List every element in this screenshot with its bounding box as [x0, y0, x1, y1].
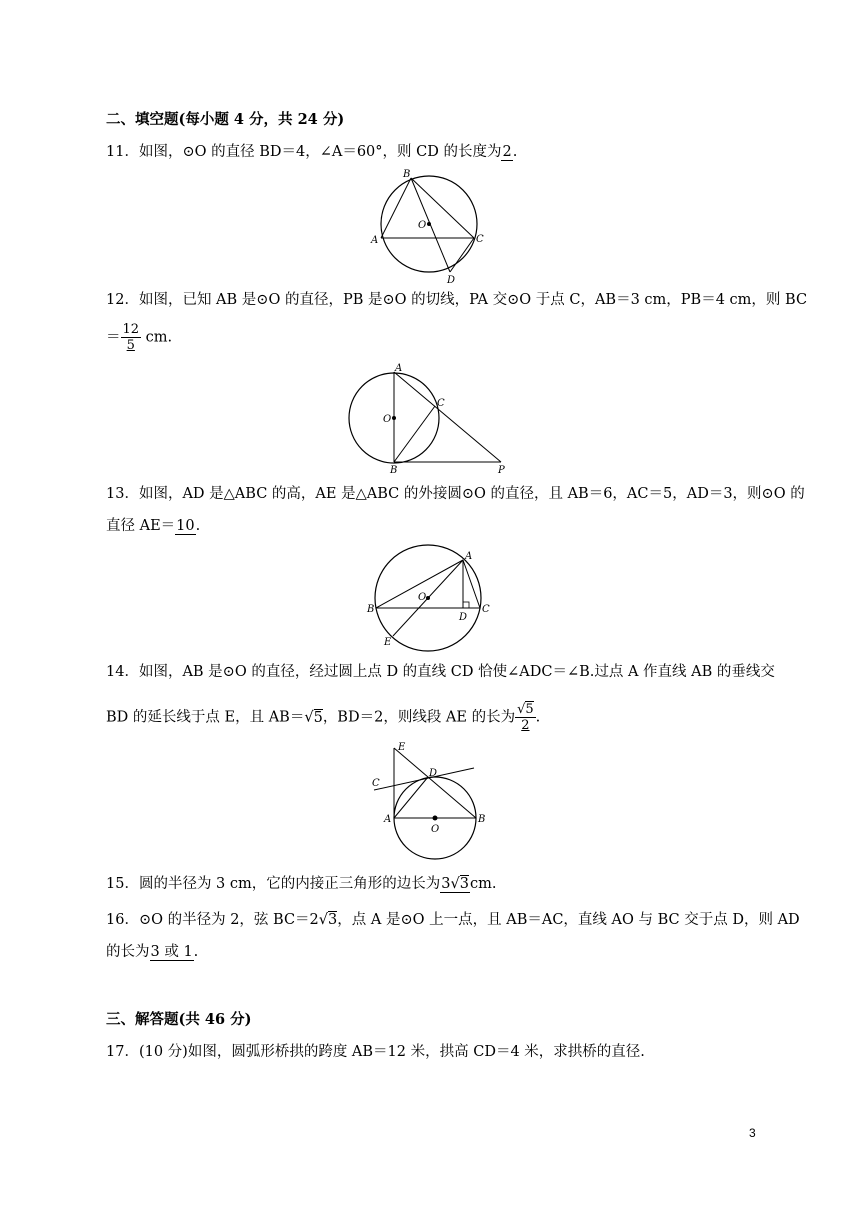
- question-16-line2: [106, 942, 198, 962]
- question-13: 13．如图，AD 是△ABC 的高，AE 是△ABC 的外接圆⊙O 的直径，且 AB＝6，AC＝5，AD＝3，则⊙O 的: [106, 486, 805, 502]
- label-B: B: [390, 465, 398, 476]
- question-16-end: .: [193, 944, 199, 960]
- question-12-answer-num: 12: [122, 322, 140, 337]
- question-14-answer-den: 2: [521, 718, 530, 733]
- question-15-text: 15．圆的半径为 3 cm，它的内接正三角形的边长为: [106, 876, 441, 892]
- question-16-text-pre: 16．⊙O 的半径为 2，弦 BC＝2: [106, 912, 319, 928]
- question-12: 12．如图，已知 AB 是⊙O 的直径，PB 是⊙O 的切线，PA 交⊙O 于点 C，AB＝3 cm，PB＝4 cm，则 BC: [106, 292, 808, 308]
- label-C: C: [482, 604, 490, 615]
- figure-12: [348, 362, 518, 474]
- label-C: C: [372, 778, 380, 789]
- label-B: B: [403, 169, 411, 180]
- question-11-text: 11．如图，⊙O 的直径 BD＝4，∠A＝60°，则 CD 的长度为: [106, 144, 502, 160]
- question-14-line2-pre: BD 的延长线于点 E，且 AB＝: [106, 709, 305, 726]
- question-12-line2: [106, 322, 172, 353]
- question-12-line2-pre: ＝: [106, 329, 121, 346]
- question-13-end: .: [195, 518, 201, 534]
- question-15-answer: 3√3: [441, 876, 469, 892]
- label-E: E: [398, 742, 406, 753]
- label-A: A: [384, 814, 392, 825]
- label-A: A: [395, 363, 403, 374]
- label-D: D: [447, 275, 456, 286]
- question-13-line2: [106, 516, 200, 536]
- label-O: O: [431, 824, 440, 835]
- question-16-bc-root: 3: [328, 912, 338, 928]
- label-O: O: [418, 220, 427, 231]
- question-12-answer: [121, 322, 142, 353]
- question-11-end: .: [512, 144, 518, 160]
- section-heading-fill-in: 二、填空题(每小题 4 分，共 24 分): [106, 111, 345, 128]
- question-12-unit: cm.: [141, 329, 173, 346]
- question-15-answer-coef: 3: [441, 876, 451, 892]
- label-C: C: [437, 398, 445, 409]
- label-C: C: [476, 234, 484, 245]
- label-A: A: [371, 235, 379, 246]
- label-E: E: [384, 637, 392, 648]
- label-A: A: [465, 551, 473, 562]
- label-D: D: [429, 768, 438, 779]
- figure-13: [366, 548, 496, 648]
- question-14: 14．如图，AB 是⊙O 的直径，经过圆上点 D 的直线 CD 恰使∠ADC＝∠B.过点 A 作直线 AB 的垂线交: [106, 664, 775, 680]
- question-14-answer: $\frac{√5}{2}$: [517, 702, 534, 733]
- question-11: [106, 142, 517, 162]
- question-14-ab-root: 5: [313, 709, 323, 726]
- page-number: 3: [749, 1126, 756, 1140]
- question-13-line2-pre: 直径 AE＝: [106, 518, 176, 534]
- label-O: O: [418, 592, 427, 603]
- figure-11: [368, 168, 488, 286]
- question-14-line2-mid: ，BD＝2，则线段 AE 的长为: [322, 709, 516, 726]
- question-16-answer: 3 或 1: [150, 944, 193, 960]
- question-17: 17．(10 分)如图，圆弧形桥拱的跨度 AB＝12 米，拱高 CD＝4 米，求拱桥的直径.: [106, 1044, 645, 1060]
- label-D: D: [459, 612, 468, 623]
- figure-14: [368, 740, 488, 864]
- question-15-answer-root: 3: [459, 876, 469, 892]
- question-15-unit: cm.: [469, 876, 497, 892]
- label-B: B: [478, 814, 486, 825]
- question-16-line2-pre: 的长为: [106, 944, 150, 960]
- sqrt-5: √5: [304, 709, 323, 726]
- question-12-answer-den: 5: [126, 338, 135, 353]
- label-B: B: [367, 604, 375, 615]
- question-14-end: .: [535, 709, 541, 726]
- question-16-text-post: ，点 A 是⊙O 上一点，且 AB＝AC，直线 AO 与 BC 交于点 D，则 AD: [337, 912, 800, 928]
- section-heading-solve: 三、解答题(共 46 分): [106, 1011, 252, 1028]
- question-15: [106, 874, 496, 894]
- label-O: O: [383, 414, 392, 425]
- question-16: 16．⊙O 的半径为 2，弦 BC＝2√3，点 A 是⊙O 上一点，且 AB＝AC，直线 AO 与 BC 交于点 D，则 AD: [106, 912, 800, 928]
- question-11-answer: 2: [502, 144, 512, 160]
- question-14-answer-num: 5: [525, 702, 534, 717]
- question-13-answer: 10: [176, 518, 195, 534]
- label-P: P: [498, 465, 505, 476]
- question-14-line2: [106, 702, 540, 733]
